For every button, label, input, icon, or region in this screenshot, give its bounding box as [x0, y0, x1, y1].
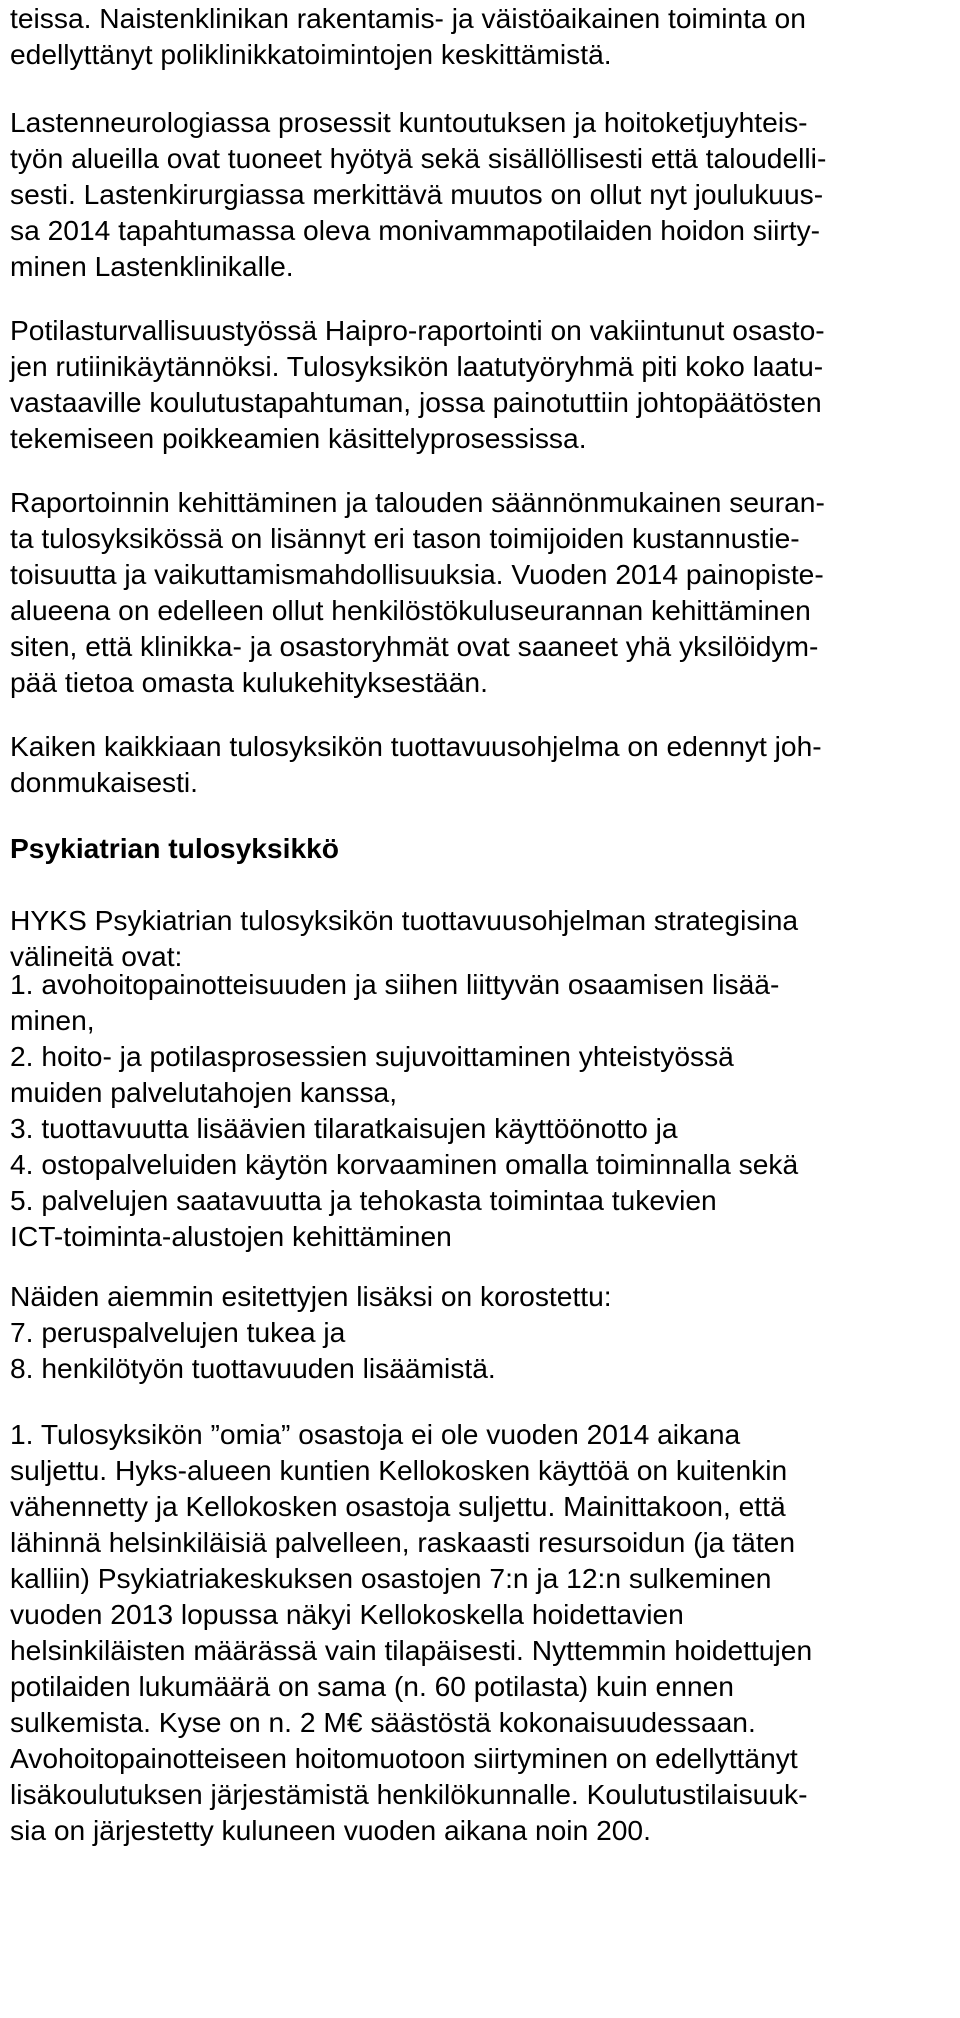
additional-list: [10, 1278, 950, 1386]
text-line: sia on järjestetty kuluneen vuoden aikana noin 200.: [10, 1814, 651, 1846]
paragraph-tuottavuusohjelma: [10, 728, 950, 800]
text-line: Lastenneurologiassa prosessit kuntoutuksen ja hoitoketjuyhteis-: [10, 106, 808, 138]
text-line: sa 2014 tapahtumassa oleva monivammapotilaiden hoidon siirty-: [10, 214, 821, 246]
text-line: teissa. Naistenklinikan rakentamis- ja väistöaikainen toiminta on: [10, 2, 806, 34]
text-line: vuoden 2013 lopussa näkyi Kellokoskella hoidettavien: [10, 1598, 684, 1630]
text-line: Näiden aiemmin esitettyjen lisäksi on korostettu:: [10, 1280, 612, 1312]
text-line: helsinkiläisten määrässä vain tilapäisesti. Nyttemmin hoidettujen: [10, 1634, 813, 1666]
text-line: siten, että klinikka- ja osastoryhmät ovat saaneet yhä yksilöidym-: [10, 630, 819, 662]
text-line: potilaiden lukumäärä on sama (n. 60 potilasta) kuin ennen: [10, 1670, 734, 1702]
heading-text: Psykiatrian tulosyksikkö: [10, 832, 340, 864]
list-item: 4. ostopalveluiden käytön korvaaminen omalla toiminnalla sekä: [10, 1148, 799, 1180]
text-line: kalliin) Psykiatriakeskuksen osastojen 7:n ja 12:n sulkeminen: [10, 1562, 772, 1594]
paragraph-osastot: [10, 1416, 950, 1848]
section-heading: [10, 830, 950, 866]
paragraph-naistenklinikka: [10, 0, 950, 72]
list-item: 3. tuottavuutta lisäävien tilaratkaisujen käyttöönotto ja: [10, 1112, 678, 1144]
text-line: 1. Tulosyksikön ”omia” osastoja ei ole vuoden 2014 aikana: [10, 1418, 741, 1450]
text-line: Potilasturvallisuustyössä Haipro-raportointi on vakiintunut osasto-: [10, 314, 825, 346]
text-line: vähennetty ja Kellokosken osastoja suljettu. Mainittakoon, että: [10, 1490, 786, 1522]
text-line: lisäkoulutuksen järjestämistä henkilökunnalle. Koulutustilaisuuk-: [10, 1778, 808, 1810]
text-line: Avohoitopainotteiseen hoitomuotoon siirtyminen on edellyttänyt: [10, 1742, 798, 1774]
list-item: ICT-toiminta-alustojen kehittäminen: [10, 1220, 452, 1252]
text-line: Raportoinnin kehittäminen ja talouden säännönmukainen seuran-: [10, 486, 825, 518]
text-line: sesti. Lastenkirurgiassa merkittävä muutos on ollut nyt joulukuus-: [10, 178, 824, 210]
text-line: työn alueilla ovat tuoneet hyötyä sekä sisällöllisesti että taloudelli-: [10, 142, 827, 174]
text-line: jen rutiinikäytännöksi. Tulosyksikön laatutyöryhmä piti koko laatu-: [10, 350, 824, 382]
list-item: muiden palvelutahojen kanssa,: [10, 1076, 398, 1108]
text-line: Kaiken kaikkiaan tulosyksikön tuottavuusohjelma on edennyt joh-: [10, 730, 822, 762]
list-item: 7. peruspalvelujen tukea ja: [10, 1316, 346, 1348]
text-line: pää tietoa omasta kulukehityksestään.: [10, 666, 488, 698]
paragraph-lastenneurologia: [10, 104, 950, 284]
text-line: tekemiseen poikkeamien käsittelyprosessissa.: [10, 422, 587, 454]
text-line: edellyttänyt poliklinikkatoimintojen keskittämistä.: [10, 38, 612, 70]
text-line: minen Lastenklinikalle.: [10, 250, 294, 282]
text-line: ta tulosyksikössä on lisännyt eri tason toimijoiden kustannustie-: [10, 522, 800, 554]
list-item: 1. avohoitopainotteisuuden ja siihen liittyvän osaamisen lisää-: [10, 968, 780, 1000]
text-line: välineitä ovat:: [10, 940, 183, 972]
list-item: minen,: [10, 1004, 95, 1036]
text-line: HYKS Psykiatrian tulosyksikön tuottavuusohjelman strategisina: [10, 904, 799, 936]
text-line: donmukaisesti.: [10, 766, 199, 798]
paragraph-raportointi: [10, 484, 950, 700]
text-line: sulkemista. Kyse on n. 2 M€ säästöstä kokonaisuudessaan.: [10, 1706, 756, 1738]
list-item: 5. palvelujen saatavuutta ja tehokasta toimintaa tukevien: [10, 1184, 717, 1216]
strategy-list: [10, 966, 950, 1254]
paragraph-intro: [10, 902, 950, 974]
text-line: alueena on edelleen ollut henkilöstökuluseurannan kehittäminen: [10, 594, 811, 626]
list-item: 8. henkilötyön tuottavuuden lisäämistä.: [10, 1352, 496, 1384]
text-line: lähinnä helsinkiläisiä palvelleen, raskaasti resursoidun (ja täten: [10, 1526, 795, 1558]
paragraph-potilasturvallisuus: [10, 312, 950, 456]
text-line: vastaaville koulutustapahtuman, jossa painotuttiin johtopäätösten: [10, 386, 822, 418]
text-line: suljettu. Hyks-alueen kuntien Kellokosken käyttöä on kuitenkin: [10, 1454, 788, 1486]
text-line: toisuutta ja vaikuttamismahdollisuuksia. Vuoden 2014 painopiste-: [10, 558, 824, 590]
list-item: 2. hoito- ja potilasprosessien sujuvoittaminen yhteistyössä: [10, 1040, 734, 1072]
